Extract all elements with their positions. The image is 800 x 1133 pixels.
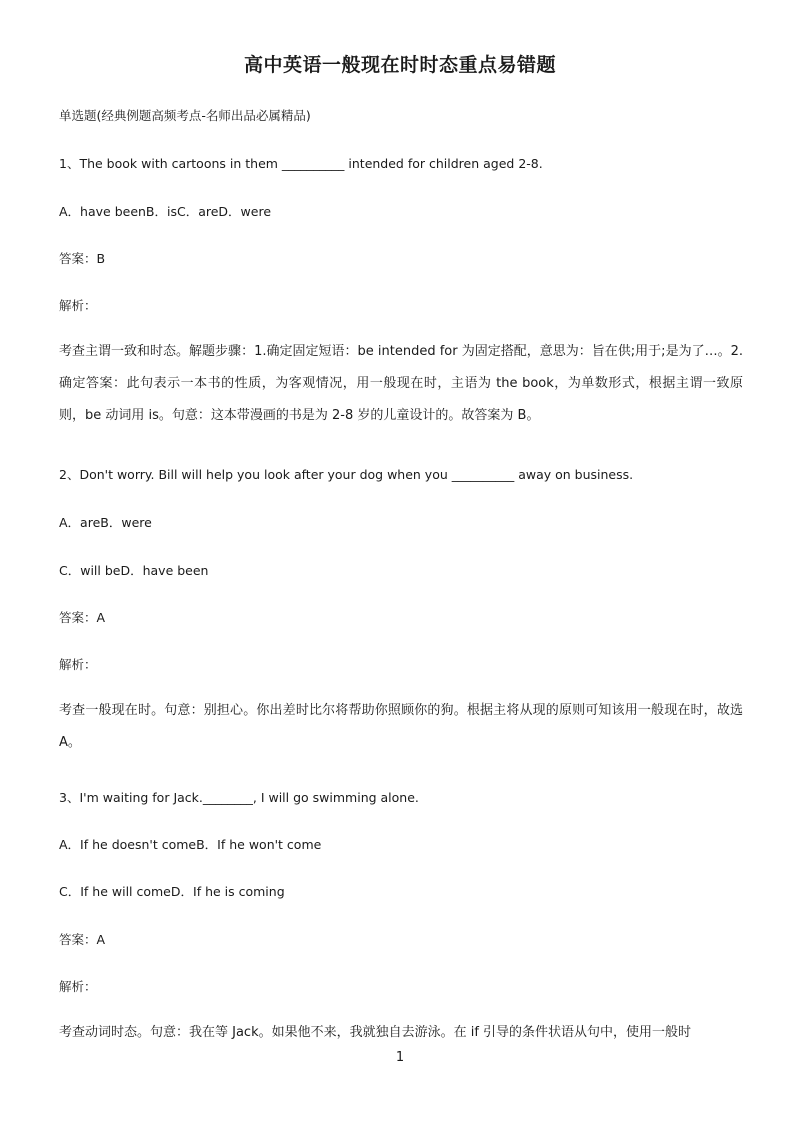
question-1-options: A．have beenB．isC．areD．were [59,204,272,219]
question-2-answer: 答案：A [59,610,106,625]
question-1-analysis: 考查主谓一致和时态。解题步骤：1.确定固定短语：be intended for 为固定搭配，意思为：旨在供;用于;是为了…。2.确定答案：此句表示一本书的性质，为客观情况，用一般现在时，主语为 the book，为单数形式，根据主谓一致原则，be 动词用 is。句意：这本带漫画的书是为 2-8 岁的儿童设计的。故答案为 B。 [59,344,743,423]
question-3-stem: 3、I'm waiting for Jack.________, I will go swimming alone. [59,790,419,805]
question-3-options-ab: A．If he doesn't comeB．If he won't come [59,837,322,852]
question-2-options-ab: A．areB．were [59,515,152,530]
question-3-options-cd: C．If he will comeD．If he is coming [59,884,285,899]
question-1-stem: 1、The book with cartoons in them __________ intended for children aged 2-8. [59,156,543,171]
page-number: 1 [395,1050,405,1065]
question-3-analysis: 考查动词时态。句意：我在等 Jack。如果他不来，我就独自去游泳。在 if 引导的条件状语从句中，使用一般时 [59,1025,692,1040]
question-2-options-cd: C．will beD．have been [59,563,209,578]
question-3-analysis-label: 解析： [59,979,97,994]
question-3-answer: 答案：A [59,932,106,947]
question-2-analysis: 考查一般现在时。句意：别担心。你出差时比尔将帮助你照顾你的狗。根据主将从现的原则可知该用一般现在时，故选 A。 [59,703,743,750]
question-1-analysis-label: 解析： [59,298,97,313]
page-title: 高中英语一般现在时时态重点易错题 [243,54,556,76]
section-heading: 单选题(经典例题高频考点-名师出品必属精品) [59,108,311,123]
question-2-stem: 2、Don't worry. Bill will help you look after your dog when you __________ away on business. [59,467,634,482]
question-1-answer: 答案：B [59,251,106,266]
question-2-analysis-label: 解析： [59,657,97,672]
